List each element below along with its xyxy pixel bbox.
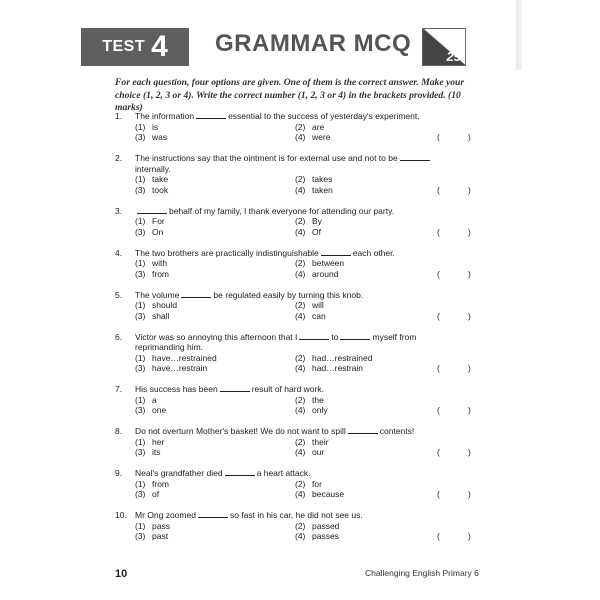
- footer-page-number: 10: [115, 568, 128, 580]
- question-number: 6.: [115, 331, 123, 342]
- option-text: shall: [152, 310, 170, 321]
- answer-blank: [220, 391, 250, 392]
- question-item: [115, 206, 480, 238]
- answer-bracket-close[interactable]: ): [468, 184, 471, 195]
- question-item: [115, 510, 480, 542]
- option-row: [115, 447, 480, 458]
- option-text: taken: [312, 184, 333, 195]
- option-row: [115, 132, 480, 143]
- question-text: [135, 384, 440, 395]
- option-text: By: [312, 216, 322, 226]
- option-1: [135, 258, 167, 269]
- question-text: [135, 248, 440, 259]
- option-number: (4): [295, 405, 306, 415]
- question-number: 7.: [115, 384, 123, 394]
- answer-blank: [198, 517, 228, 518]
- option-number: (3): [135, 405, 146, 415]
- option-text: can: [312, 310, 326, 321]
- option-text: pass: [152, 520, 170, 531]
- answer-bracket-close[interactable]: ): [468, 132, 471, 142]
- question-number: 1.: [115, 111, 123, 121]
- option-number: (3): [135, 363, 146, 373]
- option-number: (4): [295, 310, 306, 321]
- option-1: [135, 395, 157, 406]
- option-text: her: [152, 436, 165, 447]
- option-row: [115, 269, 480, 280]
- answer-bracket-close[interactable]: ): [468, 405, 471, 415]
- option-text: passes: [312, 531, 339, 541]
- question-text: [135, 468, 440, 479]
- option-4: [295, 405, 328, 416]
- answer-bracket-close[interactable]: ): [468, 226, 471, 237]
- question-list: [115, 111, 480, 552]
- option-number: (2): [295, 174, 306, 184]
- option-number: (4): [295, 268, 306, 279]
- option-row: [115, 300, 480, 311]
- option-text: had…restrain: [312, 363, 364, 373]
- question-text-part: contents!: [379, 426, 415, 436]
- answer-bracket-close[interactable]: ): [468, 489, 471, 499]
- question-text-part: so fast in his car, he did not see us.: [229, 510, 363, 520]
- question-text-part: His success has been: [135, 384, 218, 394]
- question-text-part: The instructions say that the ointment is for external use and not to be: [135, 153, 398, 163]
- answer-blank: [400, 160, 430, 161]
- option-number: (4): [295, 132, 306, 142]
- option-row: [115, 227, 480, 238]
- option-3: [135, 269, 169, 280]
- option-text: with: [152, 258, 168, 268]
- instructions: For each question, four options are given. One of them is the correct answer. Make your choice (1, 2, 3 or 4). Write the correct number (1, 2, 3 or 4) in the brackets provided. (10 marks): [115, 77, 465, 113]
- option-number: (2): [295, 121, 306, 132]
- option-number: (2): [295, 436, 306, 447]
- page-edge: [516, 0, 522, 70]
- option-row: [115, 405, 480, 416]
- option-number: (3): [135, 226, 146, 237]
- test-word: TEST: [102, 38, 146, 55]
- answer-blank: [181, 297, 211, 298]
- option-text: between: [312, 258, 345, 268]
- option-text: passed: [312, 520, 340, 531]
- question-text-part: internally.: [135, 163, 171, 174]
- option-3: [135, 405, 166, 416]
- answer-bracket-close[interactable]: ): [468, 363, 471, 373]
- option-number: (1): [135, 436, 146, 447]
- option-2: [295, 353, 372, 364]
- option-number: (4): [295, 363, 306, 373]
- option-number: (1): [135, 258, 146, 268]
- option-2: [295, 258, 344, 269]
- question-text-part: The information: [135, 111, 195, 121]
- option-number: (3): [135, 268, 146, 279]
- question-text: [135, 153, 440, 174]
- question-number: 9.: [115, 468, 123, 478]
- answer-blank: [137, 213, 167, 214]
- option-3: [135, 132, 167, 143]
- question-item: [115, 468, 480, 500]
- answer-blank: [348, 433, 378, 434]
- option-1: [135, 479, 169, 490]
- question-item: [115, 290, 480, 322]
- option-2: [295, 479, 322, 490]
- option-text: have…restrained: [152, 352, 217, 363]
- question-text-part: result of hard work.: [251, 384, 324, 394]
- option-number: (1): [135, 478, 146, 489]
- question-text-part: behalf of my family, I thank everyone for attending our party.: [169, 205, 395, 216]
- option-number: (2): [295, 352, 306, 363]
- option-row: [115, 479, 480, 490]
- option-row: [115, 363, 480, 374]
- question-text-part: each other.: [352, 247, 395, 258]
- option-row: [115, 353, 480, 364]
- option-4: [295, 269, 338, 280]
- question-text-part: be regulated easily by turning this knob.: [213, 289, 364, 300]
- page-tag-corner: [422, 28, 466, 66]
- option-2: [295, 521, 339, 532]
- option-text: for: [312, 478, 322, 489]
- answer-bracket-open[interactable]: (: [437, 226, 440, 237]
- question-text: [135, 426, 440, 437]
- option-number: (2): [295, 394, 306, 405]
- question-text-part: The volume: [135, 289, 180, 300]
- option-number: (2): [295, 258, 306, 268]
- option-number: (3): [135, 531, 146, 541]
- option-4: [295, 185, 333, 196]
- option-number: (2): [295, 216, 306, 226]
- option-1: [135, 216, 165, 227]
- option-text: one: [152, 405, 167, 415]
- option-1: [135, 521, 170, 532]
- question-text-part: Mr Ong zoomed: [135, 510, 196, 520]
- question-number: 2.: [115, 153, 123, 163]
- option-text: were: [312, 132, 331, 142]
- answer-bracket-open[interactable]: (: [437, 184, 440, 195]
- option-text: take: [152, 174, 169, 184]
- option-number: (1): [135, 520, 146, 531]
- option-number: (1): [135, 300, 146, 310]
- option-number: (3): [135, 132, 146, 142]
- test-number: 4: [151, 30, 168, 63]
- question-text: [135, 111, 440, 122]
- option-number: (1): [135, 174, 146, 184]
- answer-blank: [299, 339, 329, 340]
- option-number: (2): [295, 520, 306, 531]
- option-2: [295, 300, 324, 311]
- question-number: 8.: [115, 426, 123, 436]
- option-text: of: [152, 489, 160, 499]
- option-text: its: [152, 447, 161, 457]
- question-text-part: Neal's grandfather died: [135, 468, 223, 478]
- option-text: only: [312, 405, 328, 415]
- answer-bracket-close[interactable]: ): [468, 447, 471, 457]
- option-text: a: [152, 394, 157, 405]
- option-2: [295, 122, 324, 133]
- question-number: 5.: [115, 289, 123, 300]
- option-text: their: [312, 436, 329, 447]
- question-text: [135, 510, 440, 521]
- option-row: [115, 395, 480, 406]
- option-2: [295, 216, 322, 227]
- page-tag-number: 25: [446, 49, 461, 64]
- option-text: the: [312, 394, 324, 405]
- answer-blank: [321, 255, 351, 256]
- answer-bracket-close[interactable]: ): [468, 268, 471, 279]
- option-row: [115, 258, 480, 269]
- option-1: [135, 122, 158, 133]
- option-row: [115, 437, 480, 448]
- option-3: [135, 531, 168, 542]
- option-number: (3): [135, 310, 146, 321]
- option-4: [295, 132, 330, 143]
- answer-bracket-close[interactable]: ): [468, 531, 471, 541]
- option-1: [135, 300, 177, 311]
- option-3: [135, 311, 169, 322]
- option-4: [295, 363, 363, 374]
- option-row: [115, 122, 480, 133]
- question-text: [135, 290, 440, 301]
- footer-book-title: Challenging English Primary 6: [365, 568, 479, 578]
- option-row: [115, 216, 480, 227]
- option-text: from: [152, 478, 169, 489]
- option-text: have…restrain: [152, 363, 208, 373]
- option-text: For: [152, 216, 165, 226]
- answer-bracket-open[interactable]: (: [437, 363, 440, 373]
- option-3: [135, 447, 161, 458]
- question-text-part: The two brothers are practically indistinguishable: [135, 247, 319, 258]
- answer-bracket-open[interactable]: (: [437, 531, 440, 541]
- option-number: (4): [295, 184, 306, 195]
- question-text: [135, 332, 440, 353]
- question-text-part: Victor was so annoying this afternoon that I: [135, 331, 298, 342]
- option-number: (1): [135, 216, 146, 226]
- option-3: [135, 185, 168, 196]
- option-text: around: [312, 268, 339, 279]
- option-text: had…restrained: [312, 352, 373, 363]
- question-item: [115, 153, 480, 195]
- option-number: (1): [135, 121, 146, 132]
- question-text: [135, 206, 440, 217]
- question-item: [115, 332, 480, 374]
- question-number: 4.: [115, 247, 123, 258]
- option-number: (1): [135, 394, 146, 405]
- option-3: [135, 227, 163, 238]
- option-3: [135, 363, 207, 374]
- option-text: was: [152, 132, 168, 142]
- option-2: [295, 437, 329, 448]
- option-row: [115, 185, 480, 196]
- question-item: [115, 384, 480, 416]
- option-number: (2): [295, 300, 306, 310]
- question-text-part: essential to the success of yesterday's experiment.: [228, 111, 420, 121]
- option-number: (3): [135, 184, 146, 195]
- option-text: On: [152, 226, 164, 237]
- option-text: Of: [312, 226, 321, 237]
- option-text: took: [152, 184, 169, 195]
- answer-blank: [225, 475, 255, 476]
- option-text: past: [152, 531, 169, 541]
- option-4: [295, 489, 344, 500]
- option-number: (4): [295, 226, 306, 237]
- option-row: [115, 311, 480, 322]
- option-number: (3): [135, 489, 146, 499]
- test-header: [81, 28, 501, 66]
- option-text: should: [152, 300, 178, 310]
- option-4: [295, 227, 321, 238]
- question-text-part: myself from reprimanding him.: [135, 331, 417, 352]
- question-item: [115, 426, 480, 458]
- test-label-box: [81, 28, 189, 66]
- answer-bracket-open[interactable]: (: [437, 405, 440, 415]
- answer-blank: [196, 118, 226, 119]
- question-item: [115, 111, 480, 143]
- option-text: our: [312, 447, 325, 457]
- question-text-part: to: [331, 331, 339, 342]
- answer-bracket-open[interactable]: (: [437, 132, 440, 142]
- option-number: (4): [295, 447, 306, 457]
- option-2: [295, 174, 332, 185]
- option-text: from: [152, 268, 169, 279]
- option-4: [295, 447, 324, 458]
- option-text: because: [312, 489, 345, 499]
- answer-bracket-open[interactable]: (: [437, 447, 440, 457]
- option-4: [295, 311, 326, 322]
- option-4: [295, 531, 339, 542]
- option-text: will: [312, 300, 324, 310]
- option-number: (2): [295, 478, 306, 489]
- option-1: [135, 174, 168, 185]
- option-text: is: [152, 121, 159, 132]
- option-1: [135, 437, 164, 448]
- option-text: takes: [312, 174, 333, 184]
- answer-bracket-close[interactable]: ): [468, 310, 471, 321]
- option-number: (3): [135, 447, 146, 457]
- answer-bracket-open[interactable]: (: [437, 268, 440, 279]
- option-row: [115, 521, 480, 532]
- option-number: (4): [295, 489, 306, 499]
- question-number: 3.: [115, 205, 123, 216]
- option-number: (1): [135, 352, 146, 363]
- answer-blank: [340, 339, 370, 340]
- page-title: GRAMMAR MCQ: [215, 30, 412, 57]
- answer-bracket-open[interactable]: (: [437, 310, 440, 321]
- option-number: (4): [295, 531, 306, 541]
- option-2: [295, 395, 324, 406]
- option-row: [115, 489, 480, 500]
- question-text-part: Do not overturn Mother's basket! We do not want to spill: [135, 426, 346, 436]
- option-text: are: [312, 121, 325, 132]
- question-text-part: a heart attack.: [256, 468, 311, 478]
- option-3: [135, 489, 159, 500]
- option-1: [135, 353, 217, 364]
- question-number: 10.: [115, 510, 127, 520]
- option-row: [115, 174, 480, 185]
- answer-bracket-open[interactable]: (: [437, 489, 440, 499]
- question-item: [115, 248, 480, 280]
- option-row: [115, 531, 480, 542]
